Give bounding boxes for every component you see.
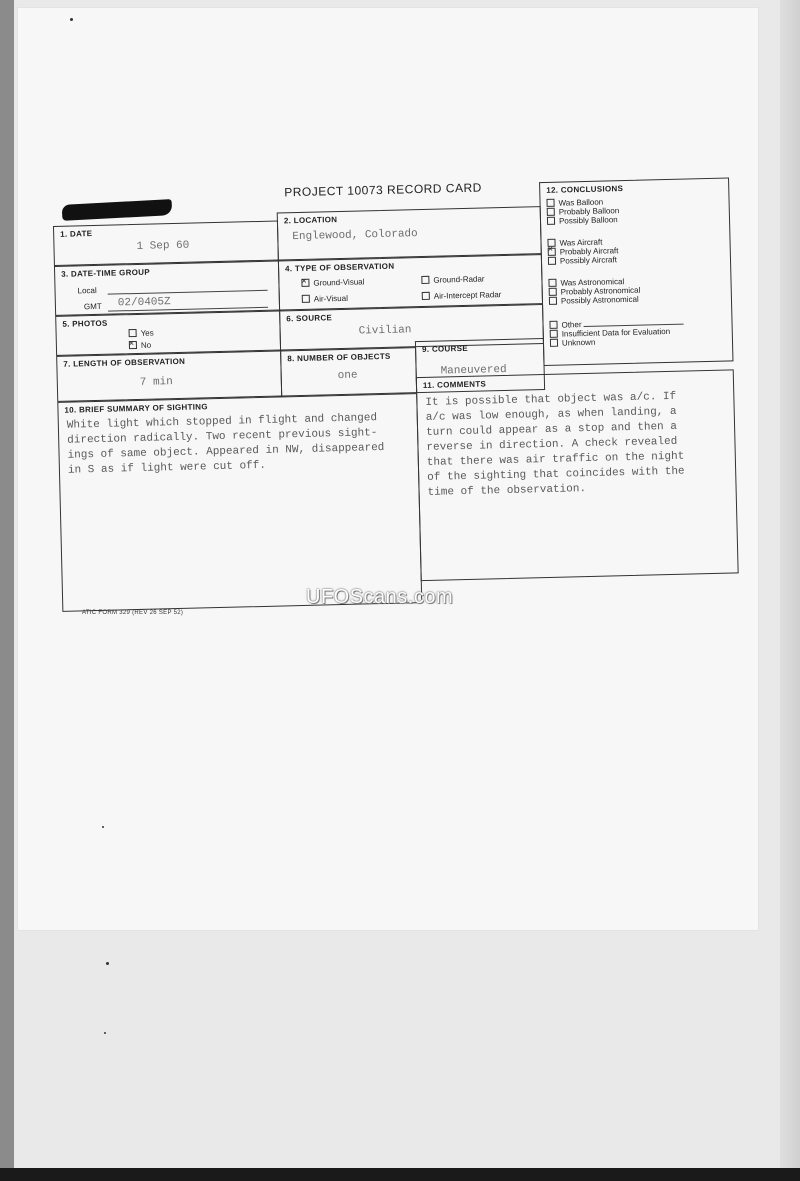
conclusions-box xyxy=(539,177,733,366)
comment-line: It is possible that object was a/c. If xyxy=(425,390,677,409)
location-box xyxy=(277,206,542,260)
option-air-visual: Air-Visual xyxy=(302,294,348,304)
comments-box xyxy=(416,369,739,581)
checkbox xyxy=(302,295,310,303)
date-value: 1 Sep 60 xyxy=(136,239,190,253)
summary-text xyxy=(67,411,385,479)
checkbox-checked xyxy=(548,248,556,256)
conclusion-other: Other xyxy=(549,318,683,330)
course-value: Maneuvered xyxy=(440,363,507,378)
conclusion-probably-aircraft: ×Probably Aircraft xyxy=(548,246,619,257)
location-value: Englewood, Colorado xyxy=(292,228,418,244)
length-value: 7 min xyxy=(139,376,173,389)
summary-line: ings of same object. Appeared in NW, disappeared xyxy=(67,441,385,462)
checkbox-checked xyxy=(301,279,309,287)
photos-box xyxy=(55,310,281,355)
conclusion-possibly-aircraft: Possibly Aircraft xyxy=(548,255,619,266)
objects-label: 8. NUMBER OF OBJECTS xyxy=(287,351,391,364)
length-label: 7. LENGTH OF OBSERVATION xyxy=(63,356,186,369)
card-title: PROJECT 10073 RECORD CARD xyxy=(284,180,483,200)
type-box xyxy=(278,254,543,310)
conclusion-was-aircraft: Was Aircraft xyxy=(547,237,618,248)
checkbox xyxy=(548,279,556,287)
checkbox xyxy=(549,297,557,305)
dtg-box xyxy=(54,260,280,315)
comment-line: a/c was low enough, as when landing, a xyxy=(425,405,677,424)
conclusion-group-balloon xyxy=(546,197,619,226)
checkbox xyxy=(550,330,558,338)
option-photos-yes: Yes xyxy=(129,329,154,339)
date-box xyxy=(53,220,279,265)
option-ground-visual: ×Ground-Visual xyxy=(301,277,364,288)
summary-line: White light which stopped in flight and changed xyxy=(66,412,378,432)
summary-line: direction radically. Two recent previous sight- xyxy=(67,427,378,447)
checkbox-checked xyxy=(129,341,137,349)
conclusion-probably-balloon: Probably Balloon xyxy=(547,206,620,217)
checkbox xyxy=(421,276,429,284)
date-label: 1. DATE xyxy=(60,229,93,239)
comments-label: 11. COMMENTS xyxy=(422,379,487,390)
conclusion-unknown: Unknown xyxy=(550,336,684,348)
conclusion-possibly-astronomical: Possibly Astronomical xyxy=(549,295,641,306)
checkbox xyxy=(548,257,556,265)
comment-line: that there was air traffic on the night xyxy=(426,450,685,469)
type-label: 4. TYPE OF OBSERVATION xyxy=(284,261,395,274)
conclusion-group-astronomical xyxy=(548,277,640,306)
gmt-value: 02/0405Z xyxy=(117,296,171,310)
source-label: 6. SOURCE xyxy=(286,313,333,324)
checkbox xyxy=(546,199,554,207)
length-box xyxy=(56,350,282,401)
conclusion-was-astronomical: Was Astronomical xyxy=(548,277,640,288)
source-value: Civilian xyxy=(358,324,412,338)
checkbox xyxy=(129,329,137,337)
local-line xyxy=(108,290,268,295)
conclusion-insufficient-data: Insufficient Data for Evaluation xyxy=(550,327,684,339)
local-label: Local xyxy=(77,285,97,296)
objects-value: one xyxy=(337,369,358,383)
conclusions-label: 12. CONCLUSIONS xyxy=(546,184,624,195)
conclusion-group-aircraft xyxy=(547,237,618,266)
checkbox xyxy=(549,288,557,296)
photos-label: 5. PHOTOS xyxy=(62,318,108,329)
conclusion-possibly-balloon: Possibly Balloon xyxy=(547,215,620,226)
summary-line: in S as if light were cut off. xyxy=(67,459,267,477)
location-label: 2. LOCATION xyxy=(283,215,338,226)
comment-line: reverse in direction. A check revealed xyxy=(426,435,678,454)
comment-line: of the sighting that coincides with the xyxy=(427,465,685,484)
comment-line: time of the observation. xyxy=(427,483,587,499)
course-label: 9. COURSE xyxy=(421,343,469,355)
option-ground-radar: Ground-Radar xyxy=(421,274,484,285)
comments-text xyxy=(425,390,685,501)
form-id: ATIC FORM 329 (REV 26 SEP 52) xyxy=(82,610,184,616)
checkbox xyxy=(550,339,558,347)
checkbox xyxy=(549,321,557,329)
summary-label: 10. BRIEF SUMMARY OF SIGHTING xyxy=(64,402,208,415)
dtg-label: 3. DATE-TIME GROUP xyxy=(61,267,151,279)
comment-line: turn could appear as a stop and then a xyxy=(425,420,678,439)
conclusion-group-other xyxy=(549,318,684,348)
gmt-label: GMT xyxy=(83,301,102,312)
summary-box xyxy=(57,393,422,612)
checkbox xyxy=(547,217,555,225)
checkbox xyxy=(547,208,555,216)
conclusion-probably-astronomical: Probably Astronomical xyxy=(549,286,641,297)
watermark: UFOScans.com xyxy=(306,586,454,608)
conclusion-was-balloon: Was Balloon xyxy=(546,197,619,208)
option-photos-no: ×No xyxy=(129,341,151,351)
checkbox xyxy=(422,292,430,300)
objects-box xyxy=(280,347,417,396)
option-air-intercept-radar: Air-Intercept Radar xyxy=(422,290,502,301)
